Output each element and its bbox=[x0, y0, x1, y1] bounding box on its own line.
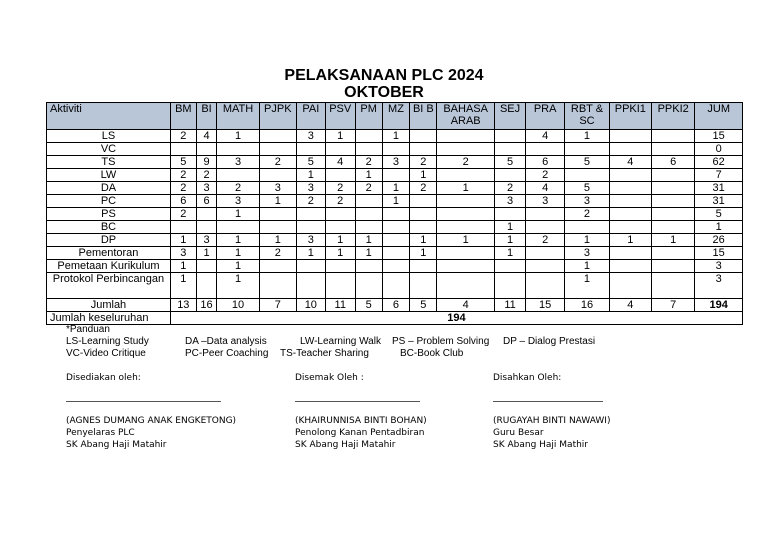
table-cell: 31 bbox=[695, 195, 743, 208]
table-cell: 2 bbox=[526, 169, 565, 182]
table-cell: 1 bbox=[325, 247, 355, 260]
table-cell bbox=[609, 208, 651, 221]
table-cell bbox=[410, 143, 437, 156]
table-cell: 1 bbox=[355, 247, 382, 260]
column-header: PPKI1 bbox=[609, 103, 651, 130]
table-cell bbox=[437, 260, 495, 273]
table-cell: 4 bbox=[609, 156, 651, 169]
table-row bbox=[47, 260, 743, 273]
table-cell: 3 bbox=[196, 182, 217, 195]
table-cell: 10 bbox=[296, 299, 325, 312]
table-cell: 4 bbox=[325, 156, 355, 169]
table-cell: 3 bbox=[495, 195, 526, 208]
table-cell bbox=[526, 143, 565, 156]
table-cell bbox=[437, 143, 495, 156]
table-cell: 2 bbox=[495, 182, 526, 195]
table-cell bbox=[565, 221, 609, 234]
table-cell bbox=[325, 221, 355, 234]
table-cell bbox=[355, 143, 382, 156]
checked-label: Disemak Oleh : bbox=[295, 373, 364, 383]
column-header: PRA bbox=[526, 103, 565, 130]
table-cell: 10 bbox=[217, 299, 259, 312]
table-cell: 2 bbox=[325, 195, 355, 208]
table-cell bbox=[382, 247, 410, 260]
table-cell bbox=[259, 273, 296, 299]
table-cell: 5 bbox=[296, 156, 325, 169]
table-cell: 1 bbox=[296, 247, 325, 260]
table-row bbox=[47, 221, 743, 234]
table-cell bbox=[609, 247, 651, 260]
table-cell: 1 bbox=[217, 260, 259, 273]
table-cell: 1 bbox=[495, 247, 526, 260]
table-cell bbox=[355, 273, 382, 299]
table-cell bbox=[609, 143, 651, 156]
table-cell: 5 bbox=[495, 156, 526, 169]
table-cell bbox=[437, 273, 495, 299]
legend-ps: PS – Problem Solving bbox=[392, 336, 490, 347]
table-cell: 2 bbox=[410, 156, 437, 169]
table-cell: 1 bbox=[695, 221, 743, 234]
table-cell: 1 bbox=[217, 273, 259, 299]
table-cell: 1 bbox=[259, 195, 296, 208]
checked-role: Penolong Kanan Pentadbiran bbox=[295, 428, 425, 438]
approved-label: Disahkan Oleh: bbox=[493, 373, 562, 383]
table-cell: 5 bbox=[410, 299, 437, 312]
table-cell bbox=[196, 143, 217, 156]
table-cell bbox=[296, 260, 325, 273]
table-cell bbox=[609, 221, 651, 234]
column-header: BI B bbox=[410, 103, 437, 130]
table-cell bbox=[196, 273, 217, 299]
table-row bbox=[47, 234, 743, 247]
table-cell: 6 bbox=[382, 299, 410, 312]
table-cell bbox=[355, 130, 382, 143]
table-cell bbox=[495, 143, 526, 156]
row-label: TS bbox=[47, 156, 171, 169]
table-cell: 3 bbox=[217, 195, 259, 208]
checked-name: (KHAIRUNNISA BINTI BOHAN) bbox=[295, 416, 427, 426]
table-cell bbox=[652, 208, 695, 221]
table-cell bbox=[652, 273, 695, 299]
table-cell: 1 bbox=[259, 234, 296, 247]
table-cell bbox=[437, 221, 495, 234]
table-cell: 62 bbox=[695, 156, 743, 169]
table-cell: 1 bbox=[437, 234, 495, 247]
table-cell bbox=[217, 221, 259, 234]
table-cell bbox=[437, 208, 495, 221]
row-label: PS bbox=[47, 208, 171, 221]
table-row bbox=[47, 143, 743, 156]
table-cell: 3 bbox=[526, 195, 565, 208]
table-cell bbox=[652, 221, 695, 234]
table-cell bbox=[259, 130, 296, 143]
table-cell: 5 bbox=[170, 156, 196, 169]
table-cell: 3 bbox=[296, 130, 325, 143]
table-cell: 4 bbox=[526, 182, 565, 195]
table-cell bbox=[609, 130, 651, 143]
table-cell bbox=[170, 143, 196, 156]
table-cell bbox=[652, 195, 695, 208]
table-cell bbox=[170, 221, 196, 234]
table-header-row bbox=[47, 103, 743, 130]
table-cell: 3 bbox=[296, 182, 325, 195]
table-cell: 1 bbox=[217, 130, 259, 143]
table-cell: 5 bbox=[355, 299, 382, 312]
table-cell: 1 bbox=[565, 273, 609, 299]
approved-school: SK Abang Haji Mathir bbox=[493, 440, 588, 450]
table-cell: 1 bbox=[609, 234, 651, 247]
table-cell: 11 bbox=[495, 299, 526, 312]
table-cell: 6 bbox=[652, 156, 695, 169]
column-header: BI bbox=[196, 103, 217, 130]
table-cell: 1 bbox=[410, 234, 437, 247]
table-cell: 3 bbox=[170, 247, 196, 260]
table-cell: 1 bbox=[382, 195, 410, 208]
table-cell: 3 bbox=[296, 234, 325, 247]
table-cell: 2 bbox=[296, 195, 325, 208]
table-cell: 13 bbox=[170, 299, 196, 312]
table-cell: 1 bbox=[170, 260, 196, 273]
table-cell: 1 bbox=[217, 234, 259, 247]
table-row bbox=[47, 156, 743, 169]
table-cell: 4 bbox=[196, 130, 217, 143]
table-cell bbox=[652, 143, 695, 156]
table-cell bbox=[609, 260, 651, 273]
table-cell bbox=[296, 208, 325, 221]
table-cell: 1 bbox=[325, 234, 355, 247]
row-label: Protokol Perbincangan bbox=[47, 273, 171, 299]
table-cell bbox=[355, 221, 382, 234]
table-cell bbox=[652, 130, 695, 143]
table-cell: 15 bbox=[695, 130, 743, 143]
row-label: Pementoran bbox=[47, 247, 171, 260]
table-cell bbox=[382, 273, 410, 299]
table-cell: 1 bbox=[382, 130, 410, 143]
table-cell bbox=[652, 182, 695, 195]
table-cell: 3 bbox=[565, 195, 609, 208]
table-cell bbox=[325, 208, 355, 221]
table-cell: 2 bbox=[217, 182, 259, 195]
table-cell: 7 bbox=[695, 169, 743, 182]
table-cell bbox=[382, 221, 410, 234]
table-cell: 2 bbox=[196, 169, 217, 182]
legend-vc: VC-Video Critique bbox=[66, 348, 146, 359]
table-cell bbox=[325, 143, 355, 156]
legend-pc: PC-Peer Coaching bbox=[185, 348, 269, 359]
row-label: VC bbox=[47, 143, 171, 156]
table-cell: 2 bbox=[565, 208, 609, 221]
table-cell: 3 bbox=[196, 234, 217, 247]
table-cell bbox=[259, 208, 296, 221]
table-cell: 5 bbox=[565, 156, 609, 169]
table-cell: 1 bbox=[382, 182, 410, 195]
table-cell: 2 bbox=[170, 169, 196, 182]
column-header: PSV bbox=[325, 103, 355, 130]
table-cell bbox=[259, 143, 296, 156]
table-cell: 2 bbox=[259, 247, 296, 260]
table-cell bbox=[609, 182, 651, 195]
row-label: Jumlah bbox=[47, 299, 171, 312]
table-row bbox=[47, 130, 743, 143]
table-cell: 2 bbox=[259, 156, 296, 169]
table-cell: 6 bbox=[196, 195, 217, 208]
table-cell bbox=[652, 169, 695, 182]
table-cell: 2 bbox=[325, 182, 355, 195]
table-cell bbox=[382, 234, 410, 247]
column-header: BM bbox=[170, 103, 196, 130]
table-cell bbox=[565, 169, 609, 182]
table-cell: 15 bbox=[695, 247, 743, 260]
table-cell bbox=[526, 273, 565, 299]
table-cell: 9 bbox=[196, 156, 217, 169]
table-cell bbox=[526, 247, 565, 260]
table-cell: 1 bbox=[170, 234, 196, 247]
table-cell: 16 bbox=[565, 299, 609, 312]
table-cell: 4 bbox=[526, 130, 565, 143]
table-cell: 31 bbox=[695, 182, 743, 195]
table-cell bbox=[495, 260, 526, 273]
grand-total-row bbox=[47, 312, 743, 325]
table-cell: 1 bbox=[217, 208, 259, 221]
table-cell: 1 bbox=[565, 234, 609, 247]
table-cell: 1 bbox=[495, 234, 526, 247]
table-row bbox=[47, 247, 743, 260]
column-header: Aktiviti bbox=[47, 103, 171, 130]
table-cell: 1 bbox=[296, 169, 325, 182]
table-cell bbox=[196, 208, 217, 221]
table-row bbox=[47, 208, 743, 221]
table-cell bbox=[296, 143, 325, 156]
table-cell bbox=[609, 195, 651, 208]
table-cell: 3 bbox=[695, 273, 743, 299]
table-cell: 1 bbox=[565, 260, 609, 273]
column-header: RBT & SC bbox=[565, 103, 609, 130]
plc-table bbox=[46, 102, 743, 325]
table-cell: 16 bbox=[196, 299, 217, 312]
table-cell: 1 bbox=[652, 234, 695, 247]
table-cell bbox=[495, 208, 526, 221]
table-cell: 1 bbox=[495, 221, 526, 234]
table-cell bbox=[410, 260, 437, 273]
table-cell: 6 bbox=[170, 195, 196, 208]
page-title: PELAKSANAAN PLC 2024 bbox=[284, 67, 484, 84]
table-cell bbox=[325, 169, 355, 182]
table-cell: 4 bbox=[437, 299, 495, 312]
table-row bbox=[47, 182, 743, 195]
table-cell: 5 bbox=[565, 182, 609, 195]
table-cell bbox=[410, 273, 437, 299]
table-row bbox=[47, 195, 743, 208]
table-cell: 7 bbox=[259, 299, 296, 312]
table-cell: 1 bbox=[355, 234, 382, 247]
table-cell: 1 bbox=[217, 247, 259, 260]
prepared-role: Penyelaras PLC bbox=[66, 428, 135, 438]
grand-total-label: Jumlah keseluruhan bbox=[47, 312, 171, 325]
column-header: JUM bbox=[695, 103, 743, 130]
legend-bc: BC-Book Club bbox=[400, 348, 464, 359]
table-cell bbox=[196, 260, 217, 273]
table-cell: 2 bbox=[437, 156, 495, 169]
table-cell bbox=[652, 247, 695, 260]
table-cell: 11 bbox=[325, 299, 355, 312]
table-cell bbox=[382, 260, 410, 273]
table-cell: 1 bbox=[565, 130, 609, 143]
table-cell bbox=[259, 260, 296, 273]
row-label: Pemetaan Kurikulum bbox=[47, 260, 171, 273]
row-label: LW bbox=[47, 169, 171, 182]
table-cell bbox=[410, 208, 437, 221]
table-row bbox=[47, 169, 743, 182]
table-cell: 7 bbox=[652, 299, 695, 312]
column-header: PPKI2 bbox=[652, 103, 695, 130]
table-cell bbox=[217, 169, 259, 182]
panduan-label: *Panduan bbox=[66, 324, 110, 335]
table-cell bbox=[437, 130, 495, 143]
table-cell bbox=[217, 143, 259, 156]
table-cell: 3 bbox=[217, 156, 259, 169]
column-header: MZ bbox=[382, 103, 410, 130]
table-cell bbox=[355, 208, 382, 221]
table-row bbox=[47, 299, 743, 312]
table-cell bbox=[495, 169, 526, 182]
row-label: BC bbox=[47, 221, 171, 234]
approved-role: Guru Besar bbox=[493, 428, 544, 438]
table-cell: 3 bbox=[565, 247, 609, 260]
prepared-name: (AGNES DUMANG ANAK ENGKETONG) bbox=[66, 416, 237, 426]
table-cell bbox=[196, 221, 217, 234]
table-cell: 1 bbox=[410, 247, 437, 260]
table-cell bbox=[382, 169, 410, 182]
table-cell bbox=[437, 169, 495, 182]
prepared-label: Disediakan oleh: bbox=[66, 373, 141, 383]
table-cell: 6 bbox=[526, 156, 565, 169]
legend-lw: LW-Learning Walk bbox=[300, 336, 381, 347]
table-cell bbox=[526, 221, 565, 234]
signature-line bbox=[493, 401, 603, 402]
table-cell bbox=[259, 169, 296, 182]
table-cell: 1 bbox=[437, 182, 495, 195]
column-header: PAI bbox=[296, 103, 325, 130]
table-cell: 2 bbox=[410, 182, 437, 195]
table-cell bbox=[382, 208, 410, 221]
table-cell bbox=[437, 195, 495, 208]
table-cell bbox=[410, 130, 437, 143]
table-cell bbox=[565, 143, 609, 156]
row-label: DP bbox=[47, 234, 171, 247]
column-header: BAHASA ARAB bbox=[437, 103, 495, 130]
table-cell: 4 bbox=[609, 299, 651, 312]
table-cell bbox=[495, 130, 526, 143]
page-subtitle: OKTOBER bbox=[344, 84, 424, 101]
column-header: MATH bbox=[217, 103, 259, 130]
table-cell: 2 bbox=[355, 182, 382, 195]
signature-line bbox=[66, 401, 221, 402]
table-cell bbox=[437, 247, 495, 260]
legend-da: DA –Data analysis bbox=[185, 336, 267, 347]
table-cell bbox=[495, 273, 526, 299]
table-cell: 1 bbox=[170, 273, 196, 299]
table-cell bbox=[410, 195, 437, 208]
legend-ls: LS-Learning Study bbox=[66, 336, 149, 347]
table-cell: 5 bbox=[695, 208, 743, 221]
table-cell: 2 bbox=[526, 234, 565, 247]
table-cell bbox=[325, 273, 355, 299]
column-header: PM bbox=[355, 103, 382, 130]
table-cell bbox=[325, 260, 355, 273]
table-cell bbox=[609, 169, 651, 182]
table-cell bbox=[259, 221, 296, 234]
table-cell: 26 bbox=[695, 234, 743, 247]
table-cell: 1 bbox=[325, 130, 355, 143]
prepared-school: SK Abang Haji Matahir bbox=[66, 440, 167, 450]
table-cell bbox=[382, 143, 410, 156]
table-cell: 15 bbox=[526, 299, 565, 312]
table-cell: 1 bbox=[355, 169, 382, 182]
column-header: SEJ bbox=[495, 103, 526, 130]
table-cell: 1 bbox=[410, 169, 437, 182]
table-cell bbox=[652, 260, 695, 273]
legend-ts: TS-Teacher Sharing bbox=[280, 348, 369, 359]
row-label: PC bbox=[47, 195, 171, 208]
table-cell bbox=[355, 195, 382, 208]
table-cell bbox=[410, 221, 437, 234]
row-label: LS bbox=[47, 130, 171, 143]
table-cell: 2 bbox=[170, 208, 196, 221]
column-header: PJPK bbox=[259, 103, 296, 130]
table-cell bbox=[355, 260, 382, 273]
approved-name: (RUGAYAH BINTI NAWAWI) bbox=[493, 416, 611, 426]
grand-total-value: 194 bbox=[170, 312, 742, 325]
table-cell: 3 bbox=[695, 260, 743, 273]
table-cell: 3 bbox=[382, 156, 410, 169]
row-label: DA bbox=[47, 182, 171, 195]
table-cell: 2 bbox=[170, 182, 196, 195]
table-cell: 1 bbox=[196, 247, 217, 260]
signature-line bbox=[295, 401, 420, 402]
table-cell: 2 bbox=[355, 156, 382, 169]
table-row bbox=[47, 273, 743, 299]
table-cell: 3 bbox=[259, 182, 296, 195]
checked-school: SK Abang Haji Matahir bbox=[295, 440, 396, 450]
table-cell: 194 bbox=[695, 299, 743, 312]
table-cell bbox=[296, 221, 325, 234]
table-cell: 0 bbox=[695, 143, 743, 156]
table-cell bbox=[609, 273, 651, 299]
legend-dp: DP – Dialog Prestasi bbox=[503, 336, 596, 347]
table-cell bbox=[526, 208, 565, 221]
table-cell bbox=[296, 273, 325, 299]
table-cell: 2 bbox=[170, 130, 196, 143]
table-cell bbox=[526, 260, 565, 273]
